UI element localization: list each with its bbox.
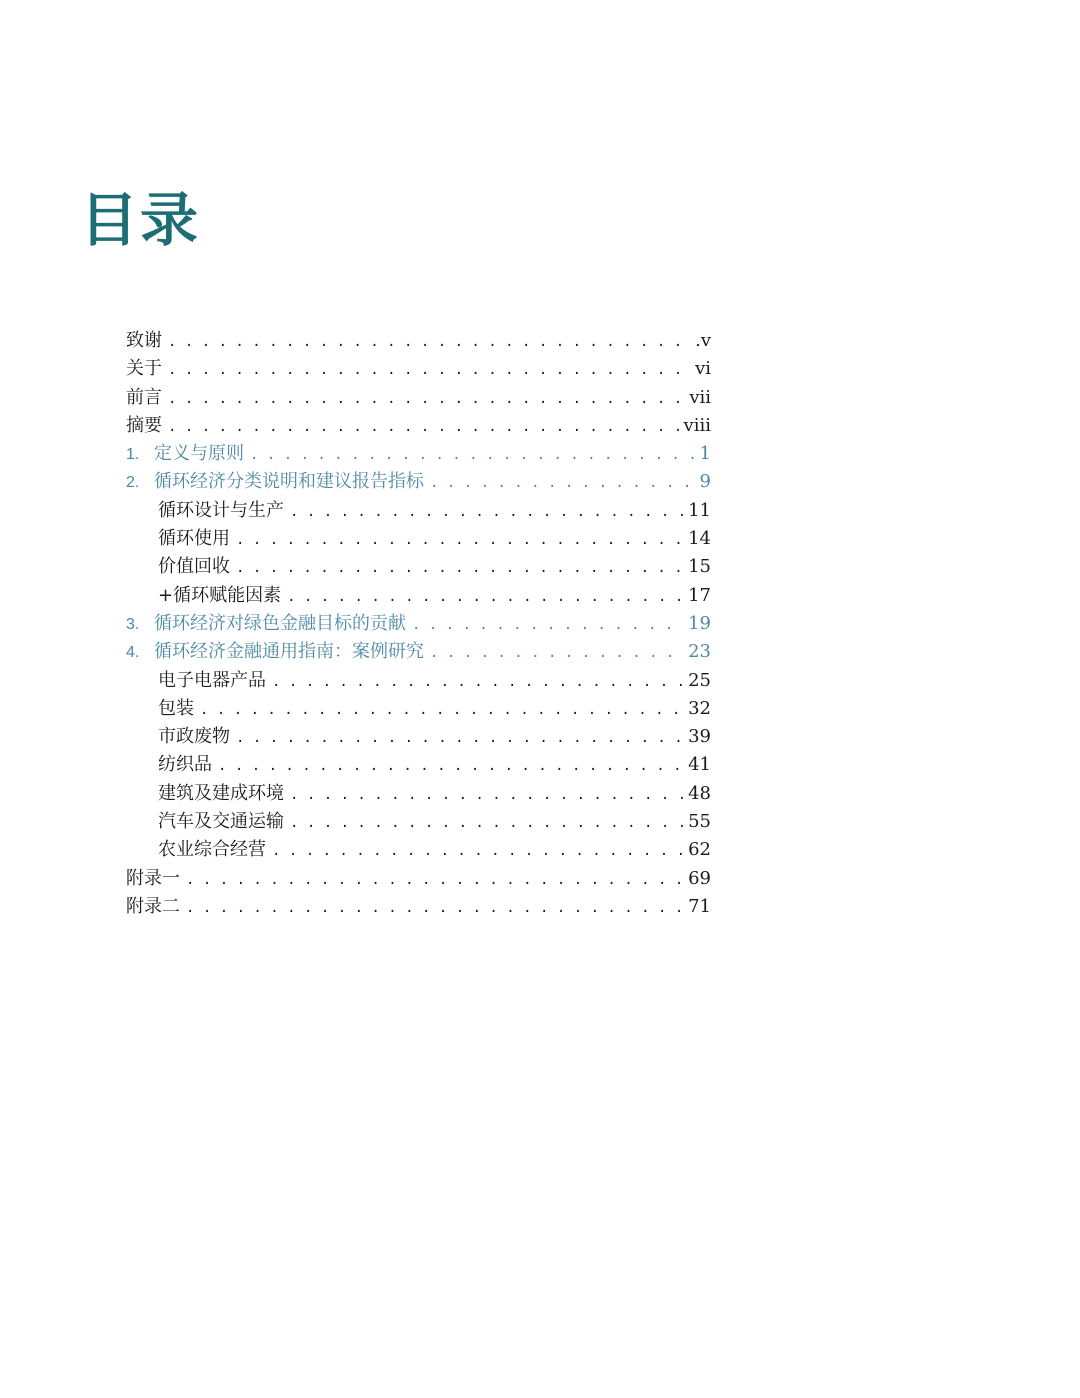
toc-entry-page-number: 9 (699, 471, 711, 493)
toc-entry-page-number: viii (683, 414, 711, 436)
toc-entry[interactable] (126, 864, 711, 892)
toc-entry-page-number: 48 (688, 782, 711, 804)
toc-entry-page-number: 17 (688, 584, 711, 606)
toc-entry[interactable] (126, 722, 711, 750)
toc-dot-leader (168, 334, 691, 350)
toc-dot-leader (168, 362, 691, 378)
toc-entry[interactable] (126, 524, 711, 552)
toc-entry-label: 价值回收 (158, 556, 230, 578)
toc-entry-page-number: 69 (688, 867, 711, 889)
toc-entry-page-number: 32 (688, 697, 711, 719)
toc-entry-label: 电子电器产品 (158, 669, 266, 691)
toc-entry[interactable] (126, 411, 711, 439)
toc-entry[interactable] (126, 467, 711, 495)
toc-dot-leader (290, 815, 684, 831)
toc-entry-label: 建筑及建成环境 (158, 782, 284, 804)
toc-dot-leader (290, 787, 684, 803)
table-of-contents (126, 326, 711, 920)
toc-entry-page-number: 23 (688, 641, 711, 663)
toc-dot-leader (250, 447, 696, 463)
toc-entry-label: 摘要 (126, 414, 162, 436)
toc-dot-leader (287, 589, 684, 605)
toc-entry-page-number: 62 (688, 839, 711, 861)
toc-entry-page-number: 39 (688, 726, 711, 748)
toc-entry[interactable] (126, 694, 711, 722)
toc-entry-number: 3. (126, 615, 140, 633)
toc-entry[interactable] (126, 439, 711, 467)
toc-entry-label: +循环赋能因素 (158, 584, 282, 606)
toc-entry-number: 1. (126, 446, 140, 464)
toc-entry[interactable] (126, 354, 711, 382)
toc-entry-label: 循环经济对绿色金融目标的贡献 (154, 612, 406, 634)
toc-dot-leader (168, 419, 680, 435)
toc-entry-label: 附录一 (126, 867, 180, 889)
toc-entry-page-number: 15 (688, 556, 711, 578)
toc-dot-leader (218, 758, 684, 774)
toc-dot-leader (186, 872, 684, 888)
toc-entry-page-number: 41 (688, 754, 711, 776)
toc-entry[interactable] (126, 609, 711, 637)
toc-entry[interactable] (126, 496, 711, 524)
toc-dot-leader (272, 674, 684, 690)
toc-dot-leader (272, 843, 684, 859)
toc-entry-label: 致谢 (126, 330, 162, 351)
toc-entry[interactable] (126, 892, 711, 920)
toc-entry-label: 前言 (126, 386, 162, 408)
page-title: 目录 (80, 185, 201, 254)
toc-dot-leader (168, 391, 685, 407)
toc-entry-label: 循环经济分类说明和建议报告指标 (154, 471, 424, 493)
toc-dot-leader (430, 475, 696, 491)
toc-entry-label: 附录二 (126, 895, 180, 917)
toc-entry-page-number: 14 (688, 528, 711, 550)
toc-entry[interactable] (126, 552, 711, 580)
toc-dot-leader (186, 900, 684, 916)
toc-dot-leader (412, 617, 684, 633)
toc-entry-page-number: 19 (688, 612, 711, 634)
toc-entry[interactable] (126, 750, 711, 778)
toc-entry[interactable] (126, 581, 711, 609)
toc-entry-page-number: vii (689, 386, 711, 408)
toc-entry[interactable] (126, 807, 711, 835)
toc-entry-label: 关于 (126, 358, 162, 380)
toc-dot-leader (236, 532, 684, 548)
toc-dot-leader (290, 504, 684, 520)
toc-dot-leader (236, 730, 684, 746)
toc-entry-number: 4. (126, 644, 140, 662)
toc-entry-page-number: 55 (688, 811, 711, 833)
toc-entry-label: 包装 (158, 697, 194, 719)
toc-entry[interactable] (126, 383, 711, 411)
toc-entry-label: 汽车及交通运输 (158, 811, 284, 833)
toc-entry-label: 市政废物 (158, 726, 230, 748)
toc-entry-label: 农业综合经营 (158, 839, 266, 861)
toc-entry[interactable] (126, 326, 711, 354)
toc-entry-page-number: 1 (699, 443, 711, 465)
toc-entry-page-number: 25 (688, 669, 711, 691)
toc-entry[interactable] (126, 779, 711, 807)
toc-entry-page-number: .v (695, 330, 711, 351)
toc-entry[interactable] (126, 666, 711, 694)
toc-entry-label: 循环设计与生产 (158, 499, 284, 521)
toc-entry-label: 纺织品 (158, 754, 212, 776)
toc-entry-label: 循环经济金融通用指南：案例研究 (154, 641, 424, 663)
toc-entry-label: 定义与原则 (154, 443, 244, 465)
toc-entry[interactable] (126, 835, 711, 863)
toc-dot-leader (200, 702, 684, 718)
toc-dot-leader (430, 645, 684, 661)
toc-entry[interactable] (126, 637, 711, 665)
toc-entry-page-number: 71 (688, 895, 711, 917)
toc-entry-page-number: 11 (688, 499, 711, 521)
toc-entry-label: 循环使用 (158, 528, 230, 550)
toc-dot-leader (236, 560, 684, 576)
toc-entry-number: 2. (126, 474, 140, 492)
toc-entry-page-number: vi (695, 358, 711, 380)
